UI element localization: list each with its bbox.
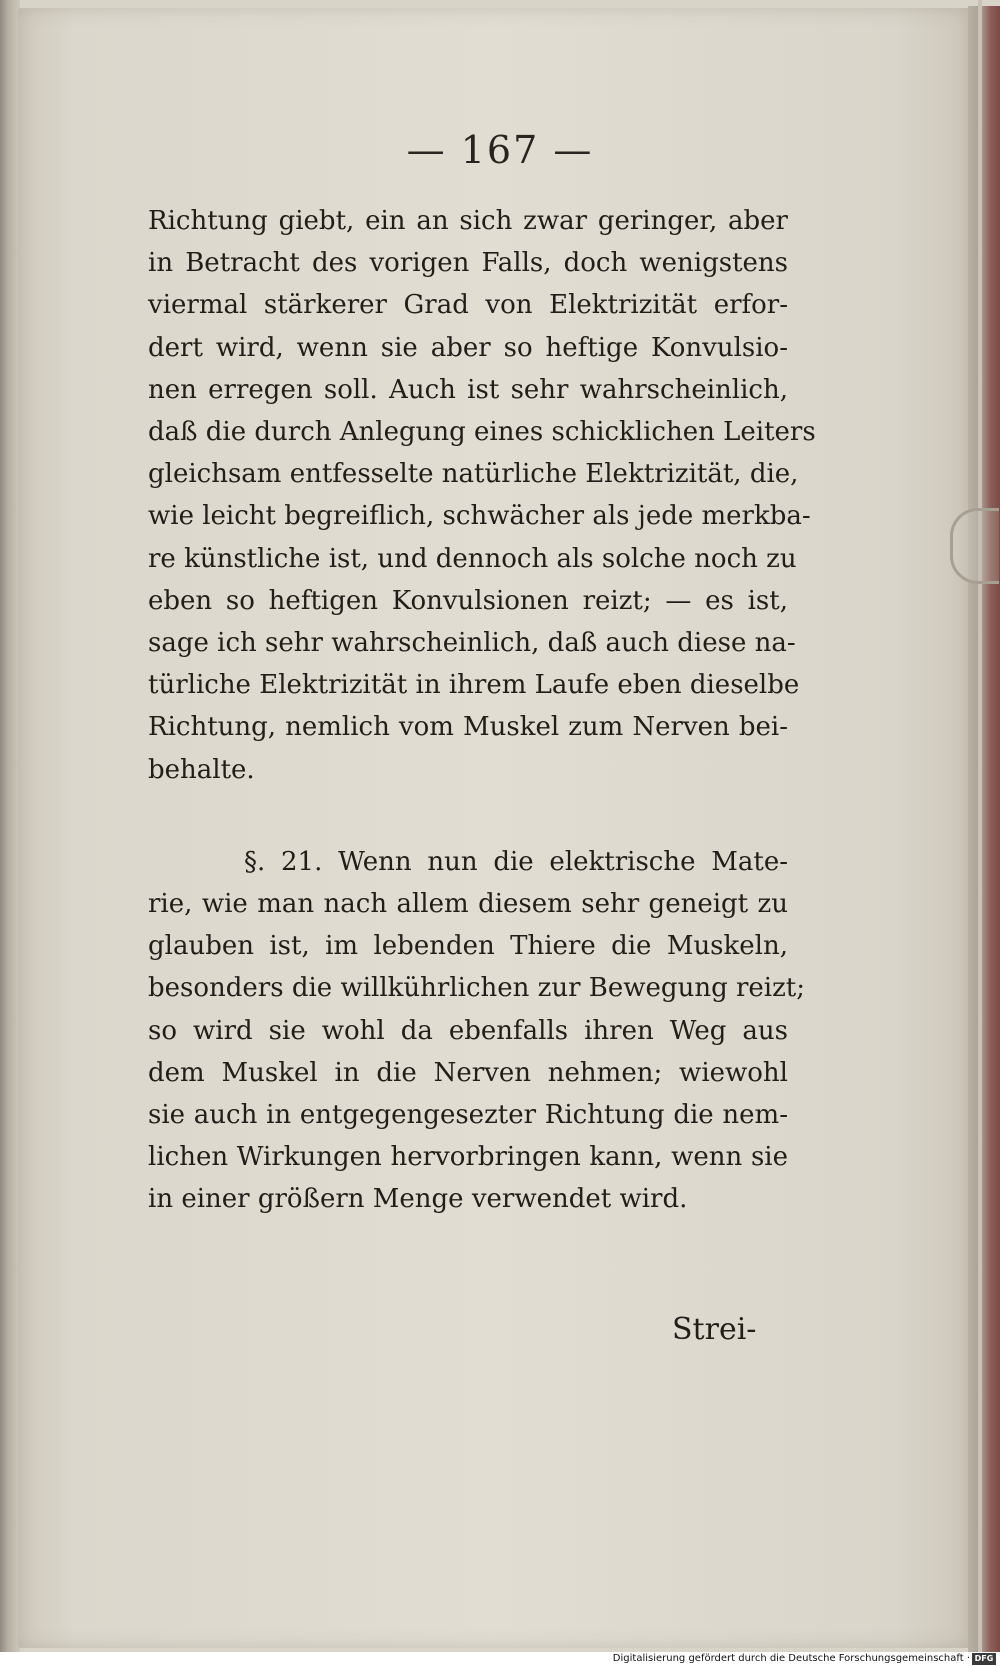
paragraph <box>148 200 816 791</box>
page-clip <box>950 508 999 584</box>
text-line: gleichsam entfesselte natürliche Elektrizität, die, <box>148 459 799 490</box>
text-line: in einer größern Menge verwendet wird. <box>148 1184 688 1215</box>
footer-credit[interactable]: Digitalisierung gefördert durch die Deutsche Forschungsgemeinschaft · <box>612 1653 970 1664</box>
text-line: daß die durch Anlegung eines schicklichen Leiters <box>148 417 816 448</box>
text-line: eben so heftigen Konvulsionen reizt; — es ist, <box>148 585 788 616</box>
page-number: — 167 — <box>406 128 594 172</box>
text-line: Richtung giebt, ein an sich zwar geringer, aber <box>148 206 788 236</box>
text-line: lichen Wirkungen hervorbringen kann, wenn sie <box>148 1142 788 1173</box>
paragraph <box>148 841 806 1221</box>
text-line: wie leicht begreiflich, schwächer als jede merkba- <box>148 501 811 532</box>
text-line: in Betracht des vorigen Falls, doch wenigstens <box>148 248 788 279</box>
text-line: so wird sie wohl da ebenfalls ihren Weg aus <box>148 1015 788 1046</box>
text-line: sie auch in entgegengesezter Richtung die nem- <box>148 1100 788 1131</box>
book-edge <box>968 6 1000 1652</box>
text-line: §. 21. Wenn nun die elektrische Mate- <box>244 846 788 877</box>
body-text <box>148 200 816 1221</box>
catchword: Strei- <box>672 1312 757 1347</box>
text-line: dert wird, wenn sie aber so heftige Konvulsio- <box>148 332 788 363</box>
text-line: sage ich sehr wahrscheinlich, daß auch diese na- <box>148 628 796 659</box>
text-line: viermal stärkerer Grad von Elektrizität erfor- <box>148 290 788 321</box>
text-line: dem Muskel in die Nerven nehmen; wiewohl <box>148 1057 788 1088</box>
text-line: behalte. <box>148 754 255 785</box>
text-line: rie, wie man nach allem diesem sehr geneigt zu <box>148 889 788 920</box>
dfg-logo[interactable]: DFG <box>972 1653 996 1665</box>
text-line: nen erregen soll. Auch ist sehr wahrscheinlich, <box>148 374 788 405</box>
text-line: Richtung, nemlich vom Muskel zum Nerven bei- <box>148 712 788 743</box>
text-line: besonders die willkührlichen zur Bewegung reizt; <box>148 973 806 1004</box>
book-spine <box>0 0 20 1652</box>
text-line: türliche Elektrizität in ihrem Laufe eben dieselbe <box>148 670 800 701</box>
text-line: glauben ist, im lebenden Thiere die Muskeln, <box>148 931 788 962</box>
text-line: re künstliche ist, und dennoch als solche noch zu <box>148 543 797 574</box>
page-edge-strip <box>978 0 982 1652</box>
